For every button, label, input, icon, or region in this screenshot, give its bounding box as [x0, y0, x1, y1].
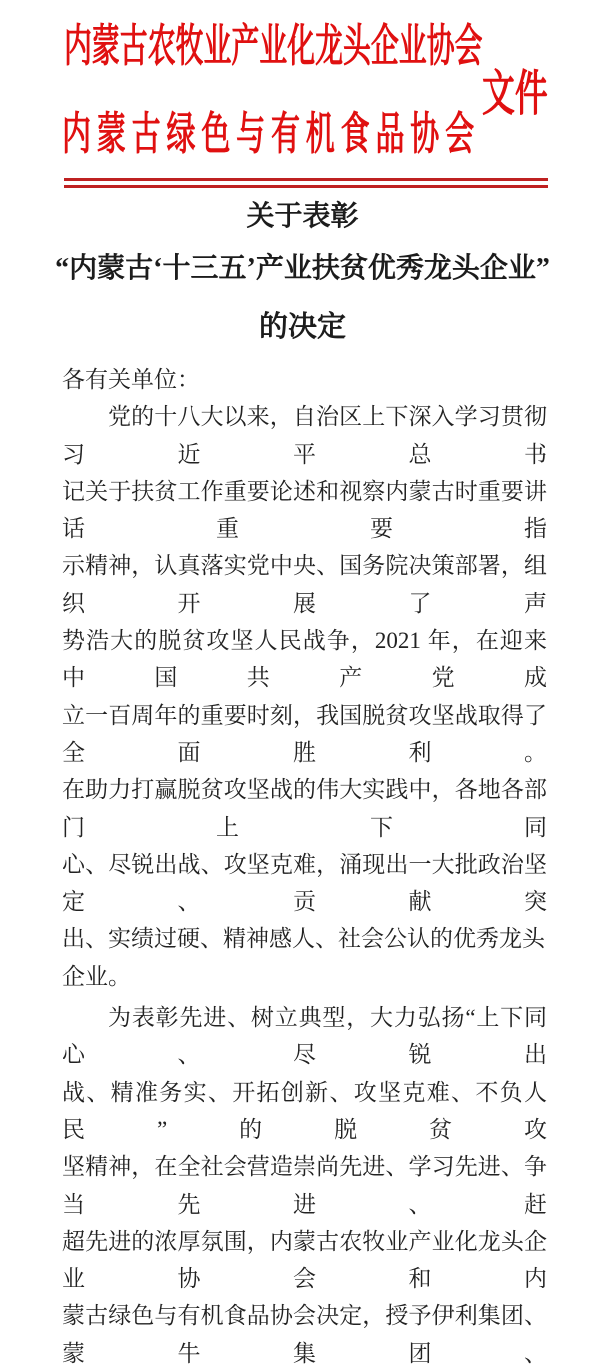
body-line: 心、尽锐出战、攻坚克难，涌现出一大批政治坚定、贡献突 [62, 851, 547, 915]
body-line: 出、实绩过硬、精神感人、社会公认的优秀龙头企业。 [62, 926, 545, 989]
body-line: 战、精准务实、开拓创新、攻坚克难、不负人民”的脱贫攻 [62, 1079, 547, 1142]
body-line: 记关于扶贫工作重要论述和视察内蒙古时重要讲话重要指 [62, 478, 547, 542]
body-line: 在助力打赢脱贫攻坚战的伟大实践中，各地各部门上下同 [62, 777, 547, 840]
doc-title-line-3: 的决定 [258, 311, 346, 343]
body-line: 势浩大的脱贫攻坚人民战争，2021 年，在迎来中国共产党成 [62, 628, 548, 691]
body-line: 示精神，认真落实党中央、国务院决策部署，组织开展了声 [62, 553, 547, 616]
body-block [62, 361, 547, 1372]
org-name-line-2: 内蒙古绿色与有机食品协会 [62, 109, 480, 159]
doc-type-label: 文件 [482, 66, 548, 121]
body-line: 超先进的浓厚氛围，内蒙古农牧业产业化龙头企业协会和内 [62, 1228, 547, 1292]
doc-title-line-1: 关于表彰 [246, 201, 359, 232]
paragraph [62, 398, 547, 995]
body-line: 党的十八大以来，自治区上下深入学习贯彻习近平总书 [62, 404, 547, 467]
body-line: 为表彰先进、树立典型，大力弘扬“上下同心、尽锐出 [62, 1005, 547, 1068]
body-line: 坚精神，在全社会营造崇尚先进、学习先进、争当先进、赶 [62, 1154, 547, 1217]
doc-title-line-2: “内蒙古‘十三五’产业扶贫优秀龙头企业” [55, 253, 550, 284]
salutation: 各有关单位： [62, 367, 200, 392]
body-paragraphs [62, 398, 547, 1372]
body-line: 立一百周年的重要时刻，我国脱贫攻坚战取得了全面胜利。 [62, 702, 547, 765]
org-name-line-1: 内蒙古农牧业产业化龙头企业协会 [64, 21, 483, 71]
body-line: 蒙古绿色与有机食品协会决定，授予伊利集团、蒙牛集团、 [62, 1303, 547, 1366]
letterhead-divider-rule [64, 178, 548, 188]
paragraph [62, 999, 547, 1372]
